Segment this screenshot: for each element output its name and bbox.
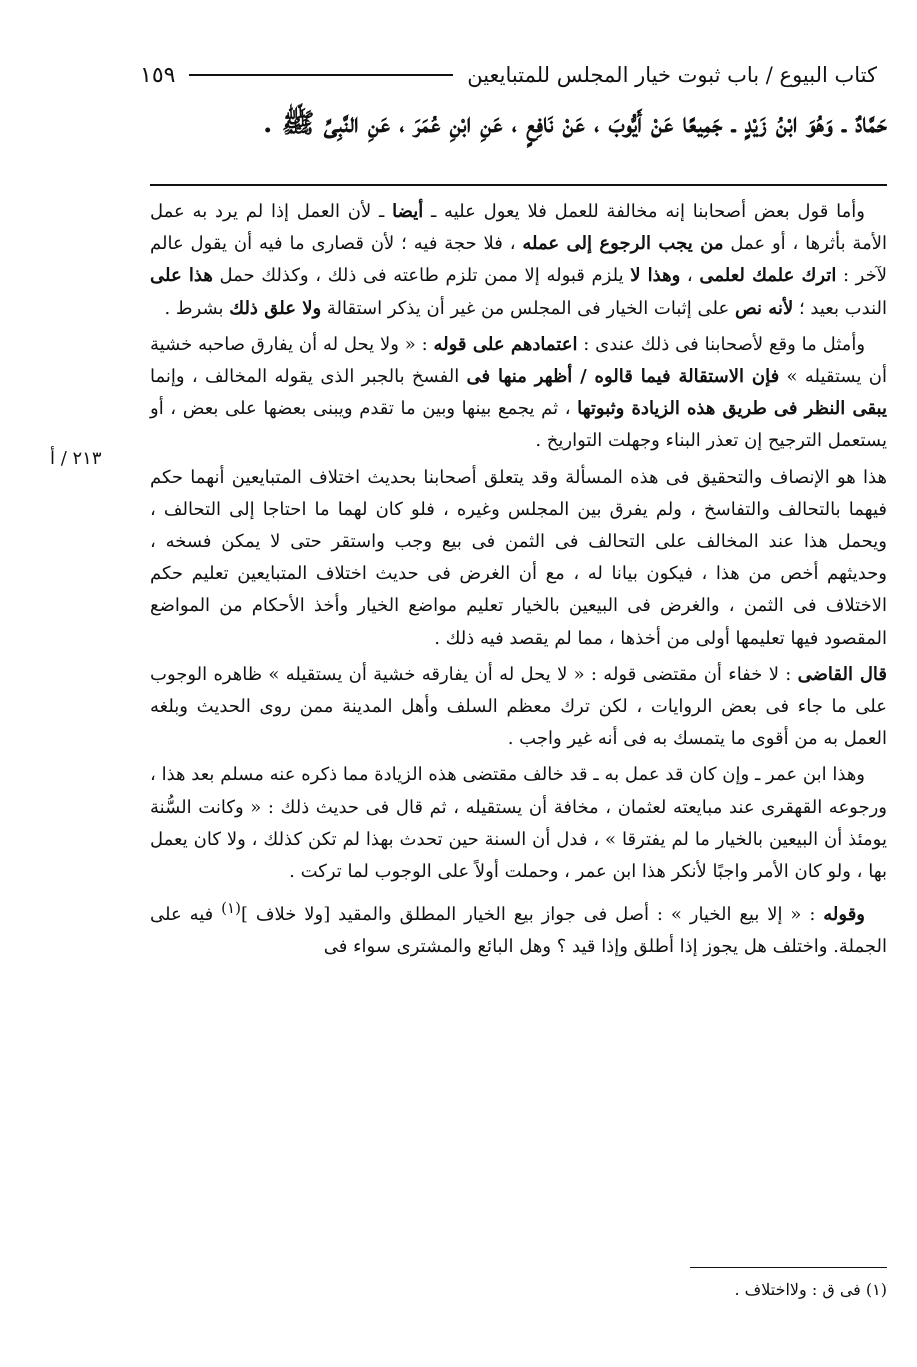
bold-run: اترك علمك لعلمى bbox=[699, 265, 837, 287]
bold-run: هذا على bbox=[150, 265, 213, 287]
text-run: فيه على الجملة. واختلف هل يجوز إذا أطلق وإذا قيد ؟ وهل البائع والمشترى سواء فى bbox=[150, 904, 887, 958]
running-title: كتاب البيوع / باب ثبوت خيار المجلس للمتبايعين bbox=[467, 63, 877, 87]
text-run: يلزم قبوله إلا ممن تلزم طاعته فى ذلك ، وكذلك حمل bbox=[212, 265, 631, 287]
header-rule bbox=[189, 74, 453, 76]
bold-run: فإن الاستقالة فيما قالوه / أظهر منها فى bbox=[466, 366, 780, 388]
running-header bbox=[140, 58, 877, 92]
section-label: قال القاضى bbox=[797, 663, 887, 685]
margin-note: ٢١٣ / أ bbox=[50, 448, 102, 469]
bold-run: ولا علق ذلك bbox=[229, 297, 322, 319]
text-run: : « إلا بيع الخيار » : أصل فى جواز بيع الخيار المطلق والمقيد [ولا خلاف ] bbox=[240, 904, 824, 926]
footnote-ref: (١) bbox=[221, 899, 241, 918]
hadith-text: حَمَّادٌ ـ وَهُوَ ابْنُ زَيْدٍ ـ جَمِيعًا عَنْ أَيُّوبَ ، عَنْ نَافِعٍ ، عَنِ ابْنِ عُمَرَ ، عَنِ النَّبِىِّ ﷺ . bbox=[262, 108, 887, 139]
text-run: ، bbox=[680, 265, 700, 287]
text-run: ، ثم يجمع بينها وبين ما تقدم ويبنى بعضها على بعض ، أو يستعمل الترجيح إن تعذر البناء وجهلت التواريخ . bbox=[150, 398, 887, 452]
section-divider bbox=[150, 184, 887, 186]
text-run: وأمثل ما وقع لأصحابنا فى ذلك عندى : bbox=[577, 333, 866, 355]
paragraph-6 bbox=[150, 892, 887, 963]
text-run: ، فلا حجة فيه ؛ لأن قصارى ما فيه أن يقول عالم لآخر : bbox=[150, 233, 887, 287]
paragraph-3: هذا هو الإنصاف والتحقيق فى هذه المسألة وقد يتعلق أصحابنا بحديث اختلاف المتبايعين أنهما حكم فيهما بالتحالف والتفاسخ ، ولم يفرق بين المجلس وغيره ، فلو كان لهما ما احتاجا إلى التحالف ، ويحمل هذا عند المخالف على التحالف فى الثمن فى بيع وجب واستقر حتى لا يمكن فسخه ، وحديثهم أخص من هذا ، فيكون بيانا له ، مع أن الغرض فى حديث اختلاف المتبايعين تعليم حكم الاختلاف فى الثمن ، والغرض فى البيعين بالخيار تعليم مواضع الخيار وأخذ الأحكام من المواضع المقصود فيها تعليمها أولى من أخذها ، مما لم يقصد فيه ذلك . bbox=[150, 466, 887, 649]
footnote: (١) فى ق : ولااختلاف . bbox=[734, 1280, 887, 1299]
section-label: وقوله bbox=[823, 904, 865, 926]
text-run: : لا خفاء أن مقتضى قوله : « لا يحل له أن يفارقه خشية أن يستقيله » ظاهره الوجوب على ما جاء فى بعض الروايات ، لكن ترك معظم السلف وأهل المدينة ممن روى الحديث وبلغه العمل به من أقوى ما يتمسك به فى أنه غير واجب . bbox=[150, 663, 887, 750]
text-run: بشرط . bbox=[164, 297, 230, 319]
bold-run: لأنه نص bbox=[734, 297, 794, 319]
bold-run: يبقى النظر فى طريق هذه الزيادة وثبوتها bbox=[577, 398, 887, 420]
bold-run: من يجب الرجوع إلى عمله bbox=[522, 233, 724, 255]
bold-run: أيضا bbox=[392, 201, 424, 222]
page-number: ١٥٩ bbox=[140, 62, 176, 88]
bold-run: وهذا لا bbox=[630, 265, 681, 287]
paragraph-2 bbox=[150, 329, 887, 458]
bold-run: اعتمادهم على قوله bbox=[433, 333, 578, 355]
footnote-rule bbox=[690, 1267, 887, 1268]
text-run: : « ولا يحل له أن يفارق صاحبه خشية أن يستقيله » bbox=[150, 333, 888, 388]
paragraph-1 bbox=[150, 196, 887, 325]
text-run: الفسخ بالجبر الذى يقوله المخالف ، وإنما bbox=[150, 366, 467, 388]
text-run: وأما قول بعض أصحابنا إنه مخالفة للعمل فلا يعول عليه ـ bbox=[423, 201, 865, 222]
paragraph-4 bbox=[150, 659, 887, 756]
commentary-body bbox=[150, 196, 887, 968]
paragraph-5: وهذا ابن عمر ـ وإن كان قد عمل به ـ قد خالف مقتضى هذه الزيادة مما ذكره عنه مسلم بعد هذا ، ورجوعه القهقرى عند مبايعته لعثمان ، مخافة أن يستقيله ، ثم قال فى حديث ذلك : « وكانت السُّنة يومئذ أن البيعين بالخيار ما لم يفترقا » ، فدل أن السنة حين تحدث بهذا لم تكن كذلك ، ولا كان يعمل بها ، ولو كان الأمر واجبًا لأنكر هذا ابن عمر ، وحملت أولاً على الوجوب لما تركت . bbox=[150, 764, 887, 883]
text-run: على إثبات الخيار فى المجلس من غير أن يذكر استقالة bbox=[321, 297, 735, 319]
text-run: الندب بعيد ؛ bbox=[793, 297, 887, 319]
text-run: ـ لأن العمل إذا لم يرد به عمل الأمة بأثرها ، أو عمل bbox=[150, 201, 887, 255]
